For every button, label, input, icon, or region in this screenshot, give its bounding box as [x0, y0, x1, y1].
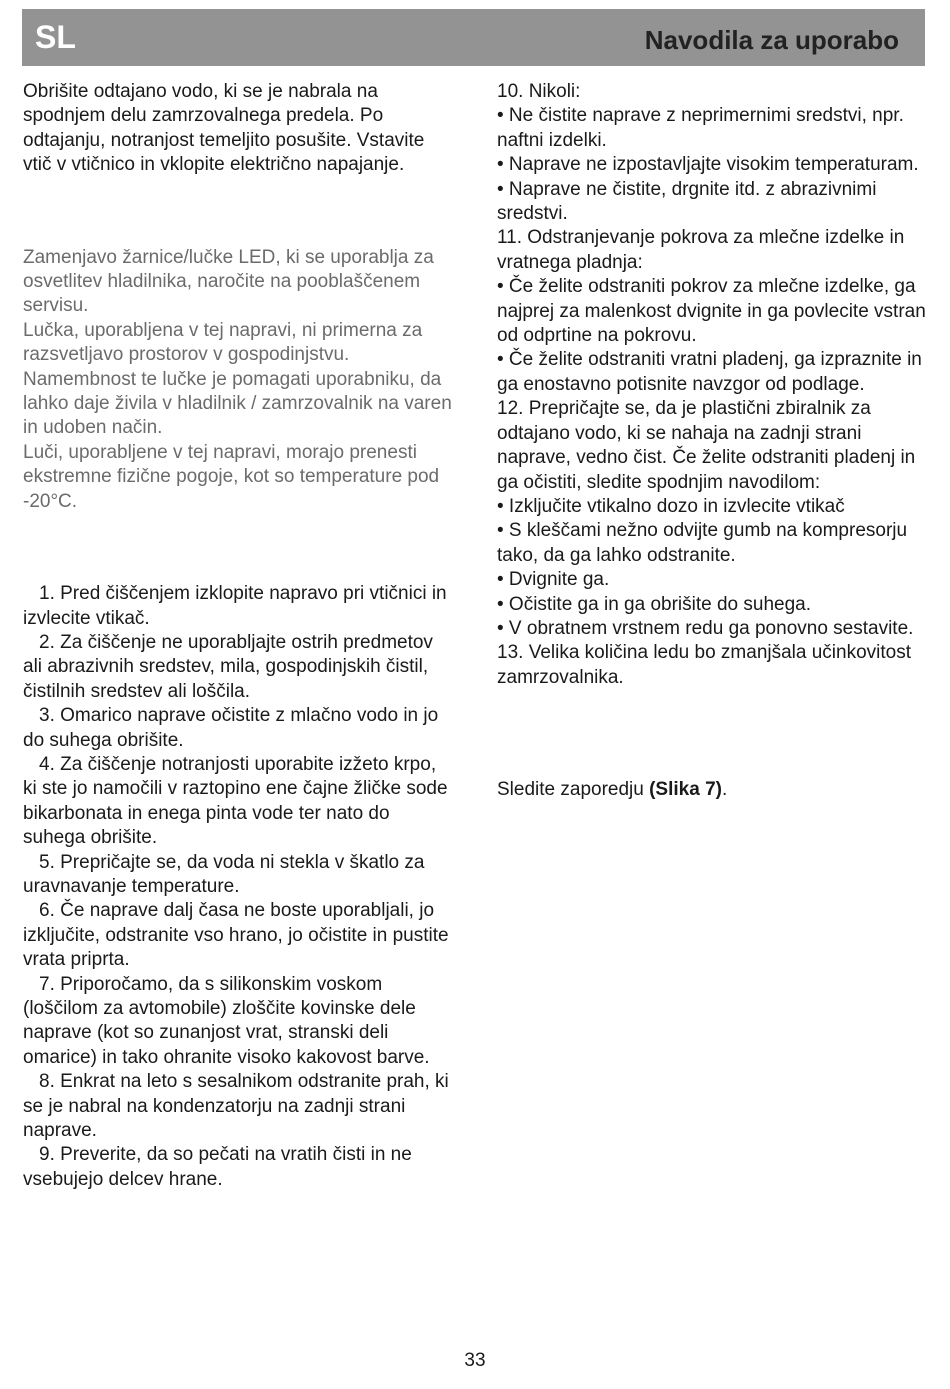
- defrost-paragraph: Obrišite odtajano vodo, ki se je nabrala na spodnjem delu zamrzovalnega predela. Po odtajanju, notranjost temeljito posušite. Vstavite vtič v vtičnico in vklopite električno napajanje.: [23, 81, 425, 176]
- list-item: 3. Omarico naprave očistite z mlačno vodo in jo do suhega obrišite.: [23, 705, 439, 751]
- list-item: 6. Če naprave dalj časa ne boste uporabljali, jo izključite, odstranite vso hrano, jo očistite in pustite vrata priprta.: [23, 900, 449, 971]
- list-item: • Naprave ne izpostavljajte visokim temperaturam.: [497, 154, 919, 176]
- list-item: 2. Za čiščenje ne uporabljajte ostrih predmetov ali abrazivnih sredstev, mila, gospodinjskih čistil, čistilnih sredstev ali loščila.: [23, 631, 433, 702]
- list-item: • Očistite ga in ga obrišite do suhega.: [497, 593, 812, 615]
- sequence-text: Sledite zaporedju: [497, 779, 650, 801]
- list-item: 11. Odstranjevanje pokrova za mlečne izdelke in vratnega pladnja:: [497, 227, 905, 273]
- list-item: 5. Prepričajte se, da voda ni stekla v škatlo za uravnavanje temperature.: [23, 851, 425, 897]
- led-section: [23, 246, 453, 514]
- list-item: 10. Nikoli:: [497, 81, 581, 102]
- led-paragraph: Zamenjavo žarnice/lučke LED, ki se uporablja za osvetlitev hladilnika, naročite na pooblaščenem servisu.: [23, 246, 434, 317]
- led-paragraph: Lučka, uporabljena v tej napravi, ni primerna za razsvetljavo prostorov v gospodinjstvu. Namembnost te lučke je pomagati uporabniku, da lahko daje živila v hladilnik / zamrzovalnik na varen in udoben način.: [23, 319, 452, 439]
- language-code: SL: [35, 19, 76, 55]
- page-title: Navodila za uporabo: [644, 25, 899, 55]
- list-item: 9. Preverite, da so pečati na vratih čisti in ne vsebujejo delcev hrane.: [23, 1144, 412, 1190]
- list-item: • Naprave ne čistite, drgnite itd. z abrazivnimi sredstvi.: [497, 178, 877, 225]
- page-number: 33: [464, 1350, 486, 1371]
- figure-reference: (Slika 7): [649, 779, 722, 801]
- list-item: 1. Pred čiščenjem izklopite napravo pri vtičnici in izvlecite vtikač.: [23, 583, 447, 629]
- right-column: [497, 80, 927, 803]
- list-item: • S kleščami nežno odvijte gumb na kompresorju tako, da ga lahko odstranite.: [497, 520, 908, 566]
- list-item: 8. Enkrat na leto s sesalnikom odstranite prah, ki se je nabral na kondenzatorju na zadnji strani naprave.: [23, 1071, 449, 1142]
- sequence-end: .: [721, 779, 728, 801]
- list-item: 7. Priporočamo, da s silikonskim voskom (loščilom za avtomobile) zloščite kovinske dele naprave (kot so zunanjost vrat, stranski deli omarice) in tako ohranite visoko kakovost barve.: [23, 973, 430, 1068]
- list-item: • Izključite vtikalno dozo in izvlecite vtikač: [497, 495, 845, 517]
- list-item: 4. Za čiščenje notranjosti uporabite izžeto krpo, ki ste jo namočili v raztopino ene čajne žličke sode bikarbonata in enega pinta vode ter nato do suhega obrišite.: [23, 753, 448, 849]
- left-column: [23, 80, 453, 1192]
- list-item: • Dvignite ga.: [497, 569, 610, 591]
- list-item: 13. Velika količina ledu bo zmanjšala učinkovitost zamrzovalnika.: [497, 642, 912, 688]
- list-item: • Ne čistite naprave z neprimernimi sredstvi, npr. naftni izdelki.: [497, 105, 904, 151]
- list-item: 12. Prepričajte se, da je plastični zbiralnik za odtajano vodo, ki se nahaja na zadnji strani naprave, vedno čist. Če želite odstraniti pladenj in ga očistiti, sledite spodnjim navodilom:: [497, 398, 916, 493]
- list-item: • Če želite odstraniti pokrov za mlečne izdelke, ga najprej za malenkost dvignite in ga povlecite vstran od odprtine na pokrovu.: [497, 276, 926, 347]
- sequence-paragraph: [497, 778, 927, 802]
- cleaning-list: [23, 582, 453, 1192]
- list-item: • V obratnem vrstnem redu ga ponovno sestavite.: [497, 617, 914, 639]
- header-bar: [22, 9, 925, 66]
- led-paragraph: Luči, uporabljene v tej napravi, morajo prenesti ekstremne fizične pogoje, kot so temperature pod -20°C.: [23, 441, 440, 512]
- list-item: • Če želite odstraniti vratni pladenj, ga izpraznite in ga enostavno potisnite navzgor od podlage.: [497, 349, 922, 395]
